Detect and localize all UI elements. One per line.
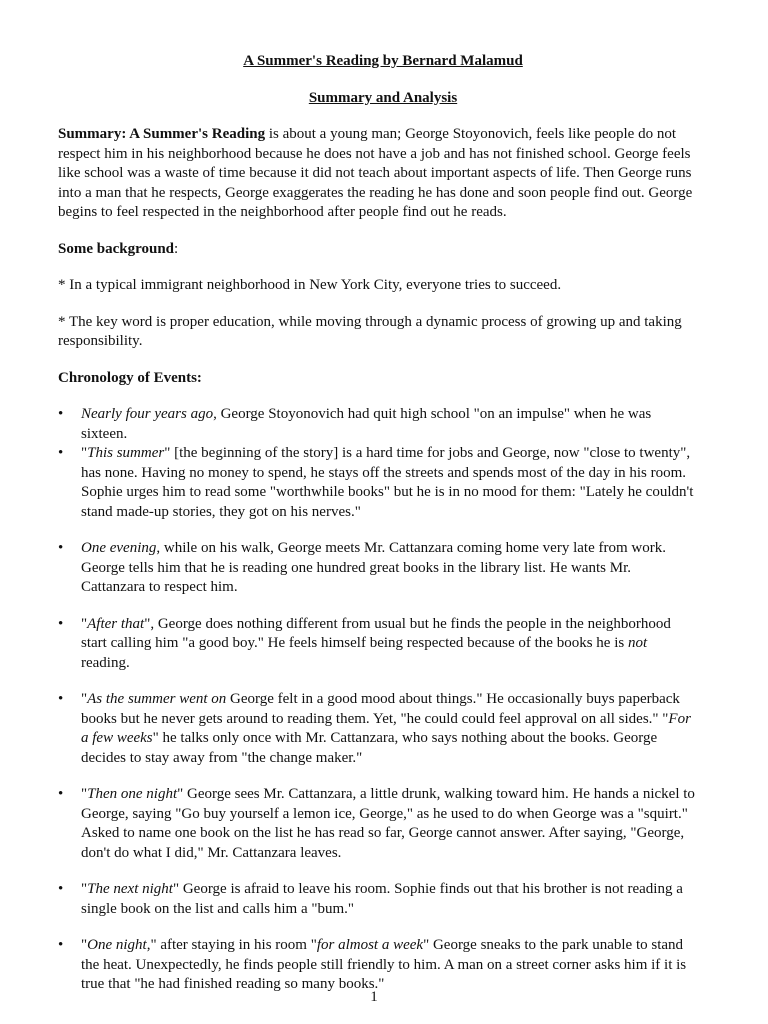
event-item <box>58 690 698 768</box>
summary-text: is about a young man; George Stoyonovich, feels like people do not respect him in his neighborhood because he does not have a job and has not finished school. George feels like school was a waste of time because it did not teach about important aspects of life. Then George runs into a man that he respects, George exaggerates the reading he has done and soon people find out. George begins to feel respected in the neighborhood after people find out he reads. <box>58 126 693 220</box>
event-text: " <box>81 691 88 707</box>
background-point: * The key word is proper education, while moving through a dynamic process of growing up and taking responsibility. <box>58 313 682 349</box>
event-text: " <box>81 615 88 632</box>
event-text: " [the beginning of the story] is a hard time for jobs and George, now "close to twenty", has none. Having no money to spend, he stays off the streets and spends most of the day in his room. Sophie urges him to read some "worthwhile books" but he is in no mood for them: "Lately he couldn't stand made-up stories, they got on his nerves." <box>81 445 694 520</box>
event-item <box>58 539 698 598</box>
event-text: " <box>81 786 88 802</box>
event-item <box>58 444 698 522</box>
document-title: A Summer's Reading by Bernard Malamud <box>243 53 523 69</box>
event-text: , George Stoyonovich had quit high school "on an impulse" when he was sixteen. <box>81 406 652 442</box>
background-heading-line <box>58 240 698 260</box>
event-item <box>58 785 698 863</box>
event-text: , while on his walk, George meets Mr. Cattanzara coming home very late from work. George tells him that he is reading one hundred great books in the library list. He wants Mr. Cattanzara to respect him. <box>81 540 666 595</box>
event-emphasis: Then one night <box>87 786 178 802</box>
event-emphasis: Nearly four years ago <box>81 406 214 422</box>
event-emphasis: One evening <box>81 540 157 556</box>
event-emphasis: For a few weeks <box>81 710 691 746</box>
event-emphasis: After that <box>87 615 145 632</box>
event-text: " <box>81 445 88 461</box>
events-list <box>58 405 698 995</box>
background-colon: : <box>174 240 179 257</box>
page-number: 1 <box>370 989 378 1005</box>
event-item <box>58 936 698 995</box>
event-text: " he talks only once with Mr. Cattanzara, who says nothing about the books. George decides to stay away from "the change maker." <box>81 730 658 766</box>
document-page <box>58 52 698 995</box>
event-item <box>58 405 698 444</box>
event-emphasis: for almost a week <box>316 937 424 953</box>
summary-label: Summary: A Summer's Reading <box>58 126 266 142</box>
background-point: * In a typical immigrant neighborhood in New York City, everyone tries to succeed. <box>58 277 562 293</box>
event-emphasis: This summer <box>87 445 165 461</box>
event-emphasis: One night <box>87 937 147 953</box>
event-text: " <box>81 937 88 953</box>
event-emphasis: not <box>627 635 648 651</box>
event-text: " George sees Mr. Cattanzara, a little drunk, walking toward him. He hands a nickel to George, saying "Go buy yourself a lemon ice, George," as he used to do when George was a "squirt." Asked to name one book on the list he has read so far, George cannot answer. After saying, "George, don't do what I did," Mr. Cattanzara leaves. <box>81 786 695 861</box>
background-heading: Some background <box>58 240 175 257</box>
document-subtitle: Summary and Analysis <box>308 89 458 106</box>
event-item <box>58 880 698 919</box>
event-emphasis: The next night <box>87 881 173 897</box>
event-text: " George is afraid to leave his room. Sophie finds out that his brother is not reading a single book on the list and calls him a "bum." <box>81 881 683 917</box>
chronology-heading: Chronology of Events: <box>58 369 202 386</box>
event-text: reading. <box>81 654 130 671</box>
event-emphasis: As the summer went on <box>87 691 227 707</box>
event-text: George felt in a good mood about things." He occasionally buys paperback books but he never gets around to reading them. Yet, "he could could feel approval on all sides." " <box>81 691 680 727</box>
event-item <box>58 615 698 674</box>
event-text: " <box>81 881 88 897</box>
event-text: " George sneaks to the park unable to stand the heat. Unexpectedly, he finds people still friendly to him. A man on a street corner asks him if it is true that "he had finished reading so many books." <box>81 937 687 992</box>
event-text: ," after staying in his room " <box>146 937 317 953</box>
summary-paragraph <box>58 125 698 223</box>
event-text: ", George does nothing different from usual but he finds the people in the neighborhood start calling him "a good boy." He feels himself being respected because of the books he is <box>81 615 671 651</box>
